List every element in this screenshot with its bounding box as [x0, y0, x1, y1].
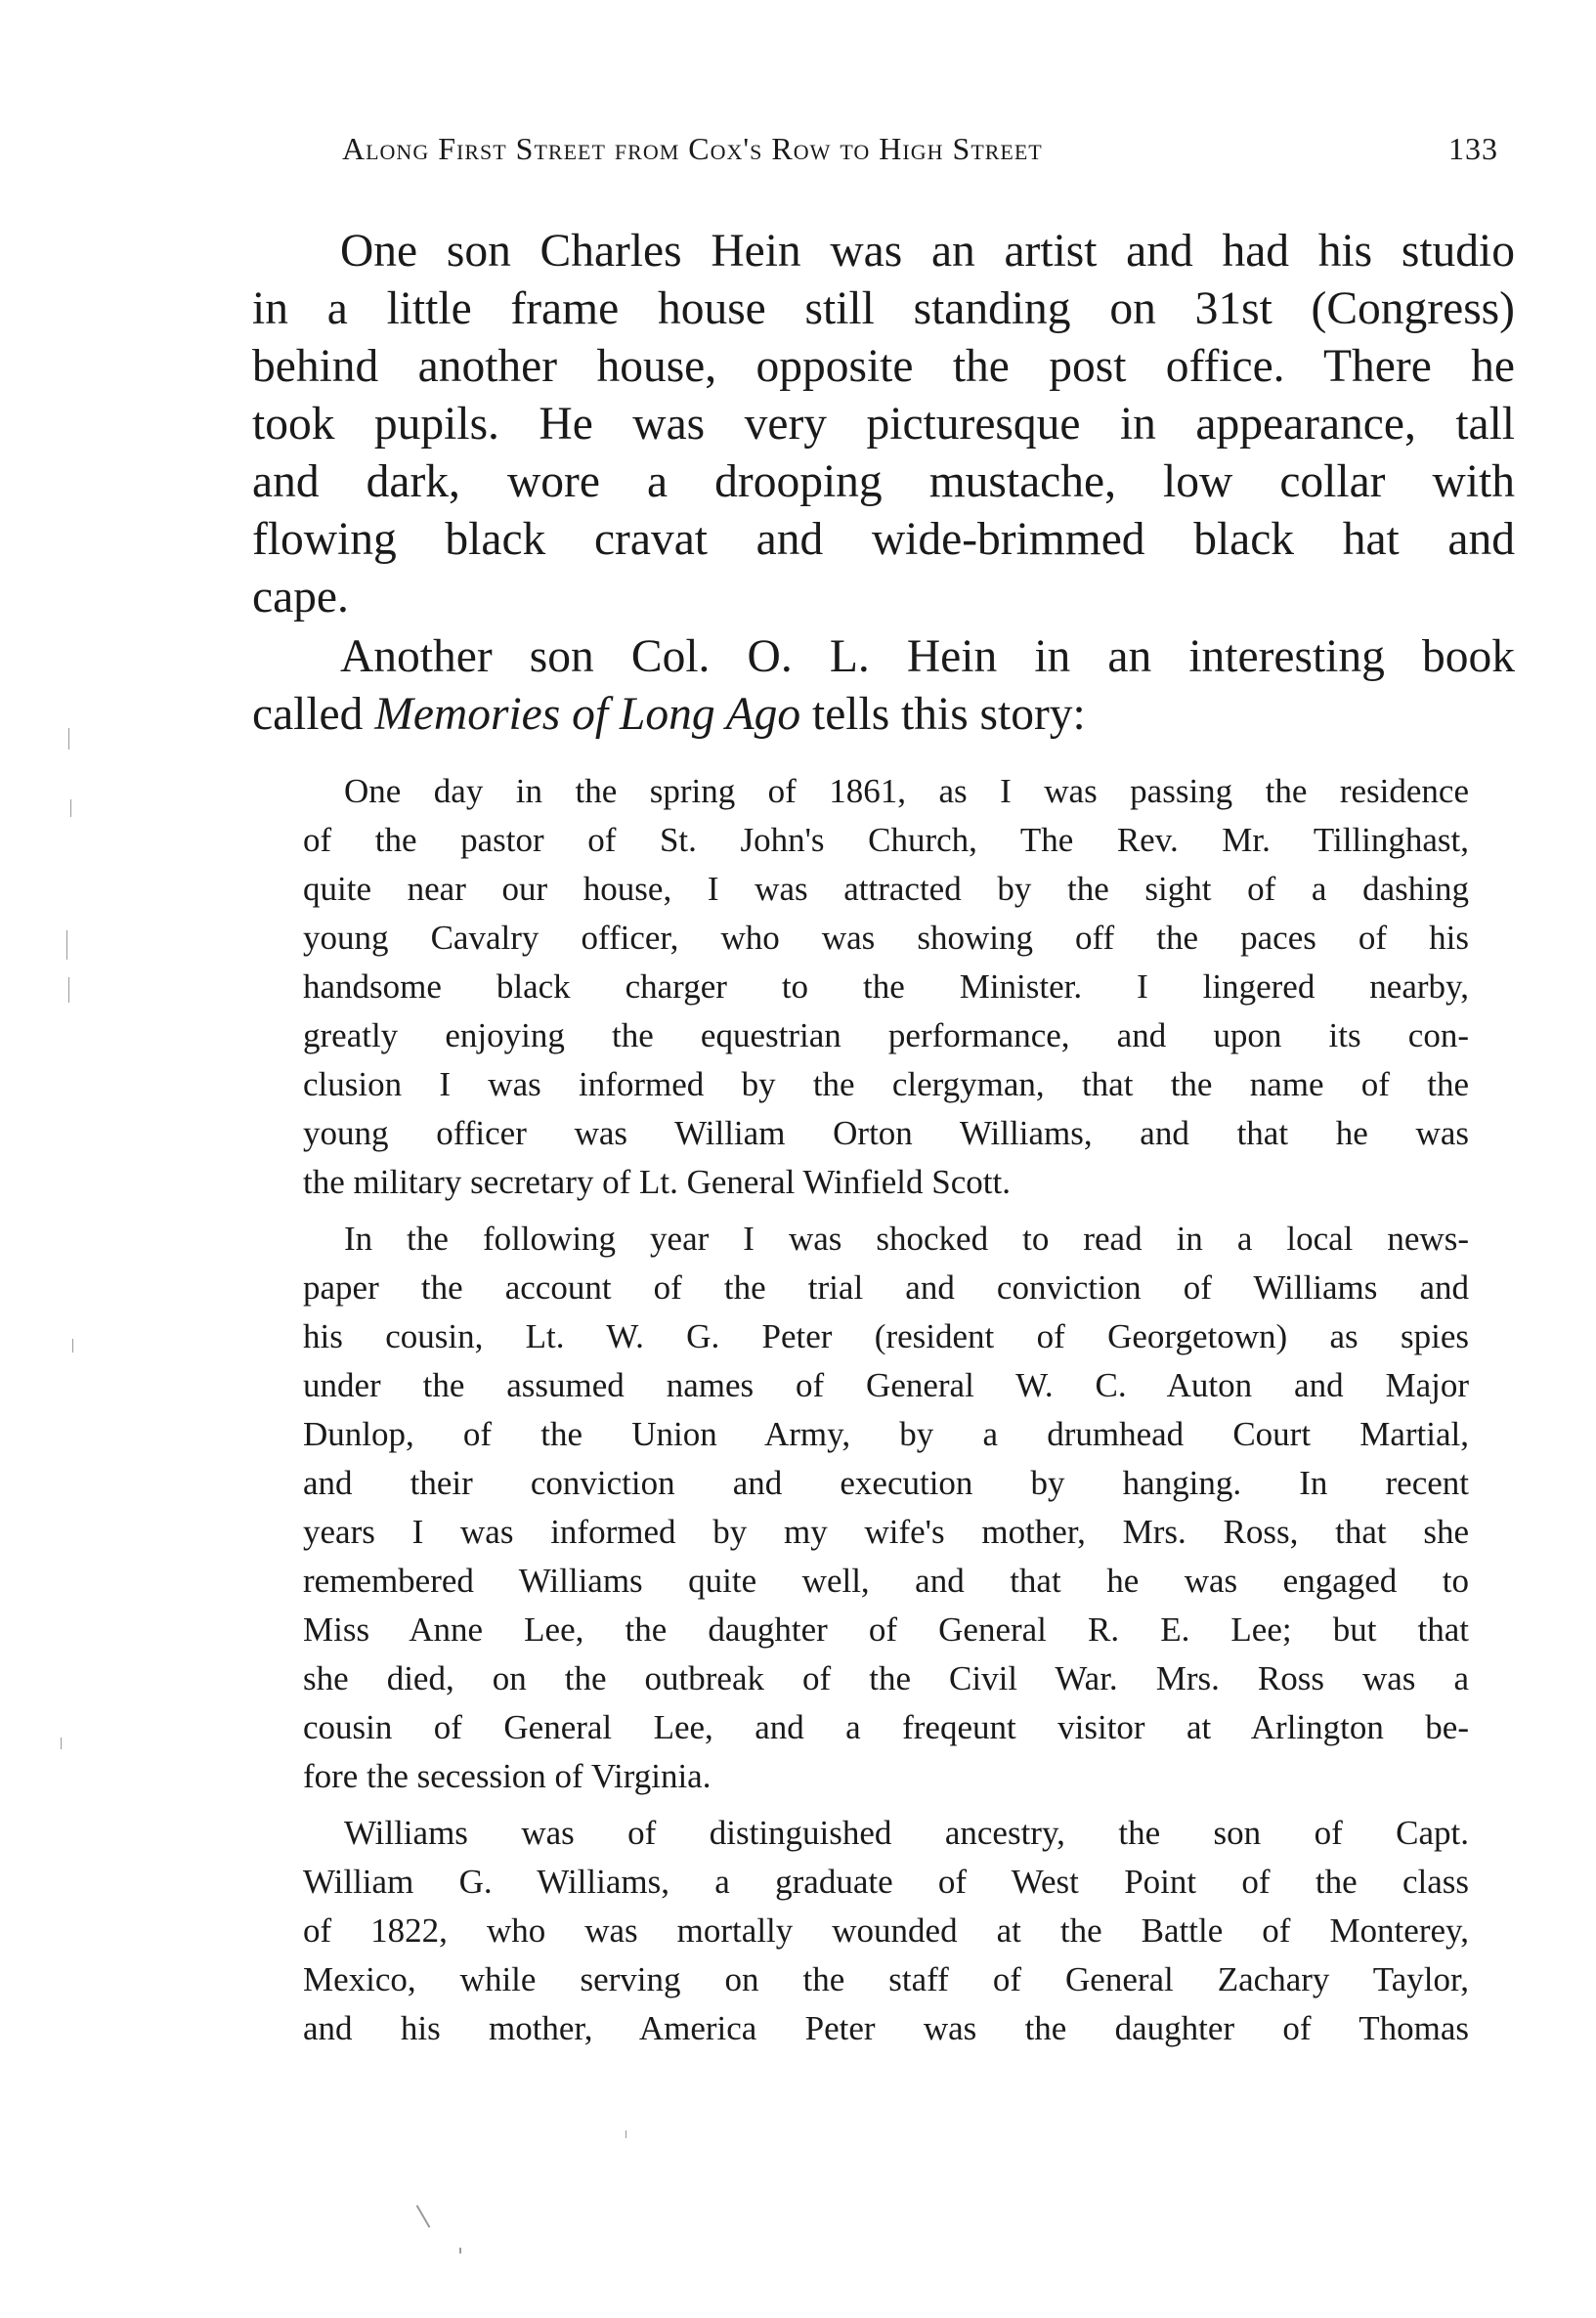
quote-line: Dunlop, of the Union Army, by a drumhead Court Martial, — [303, 1415, 1469, 1453]
quote-line: years I was informed by my wife's mother, Mrs. Ross, that she — [303, 1513, 1469, 1551]
text-line: One son Charles Hein was an artist and had his studio — [340, 226, 1515, 277]
text-line: behind another house, opposite the post office. There he — [252, 341, 1515, 392]
block-quote-paragraph-1 — [303, 767, 1469, 1207]
quote-line: paper the account of the trial and conviction of Williams and — [303, 1268, 1469, 1307]
quote-line: his cousin, Lt. W. G. Peter (resident of Georgetown) as spies — [303, 1317, 1469, 1355]
quote-line: of 1822, who was mortally wounded at the Battle of Monterey, — [303, 1911, 1469, 1950]
quote-line: handsome black charger to the Minister. I lingered nearby, — [303, 967, 1469, 1006]
text-line: in a little frame house still standing on 31st (Congress) — [252, 283, 1515, 334]
quote-line: the military secretary of Lt. General Winfield Scott. — [303, 1163, 1011, 1201]
text-fragment: tells this story: — [800, 689, 1086, 740]
quote-line: In the following year I was shocked to read in a local news- — [344, 1220, 1469, 1258]
text-line: Another son Col. O. L. Hein in an interesting book — [340, 631, 1515, 682]
scan-mark — [66, 930, 67, 960]
quote-line: Miss Anne Lee, the daughter of General R. E. Lee; but that — [303, 1610, 1469, 1649]
scan-mark — [68, 728, 69, 750]
text-fragment: called — [252, 689, 375, 740]
block-quote-paragraph-2 — [303, 1215, 1469, 1801]
scan-mark — [459, 2248, 461, 2254]
text-line: and dark, wore a drooping mustache, low collar with — [252, 456, 1515, 507]
quote-line: young Cavalry officer, who was showing off the paces of his — [303, 919, 1469, 957]
text-line — [252, 686, 1515, 744]
running-title: Along First Street from Cox's Row to High Street — [342, 131, 1043, 166]
scan-mark — [416, 2205, 431, 2228]
quote-line: greatly enjoying the equestrian performance, and upon its con- — [303, 1016, 1469, 1054]
scan-mark — [68, 977, 69, 1003]
quote-line: she died, on the outbreak of the Civil War. Mrs. Ross was a — [303, 1659, 1469, 1697]
quote-line: cousin of General Lee, and a freqeunt visitor at Arlington be- — [303, 1708, 1469, 1746]
quote-line: under the assumed names of General W. C. Auton and Major — [303, 1366, 1469, 1404]
quote-line: William G. Williams, a graduate of West Point of the class — [303, 1863, 1469, 1901]
quote-line: quite near our house, I was attracted by the sight of a dashing — [303, 870, 1469, 908]
text-line: flowing black cravat and wide-brimmed black hat and — [252, 514, 1515, 565]
quote-line: of the pastor of St. John's Church, The Rev. Mr. Tillinghast, — [303, 821, 1469, 859]
paragraph-col-hein — [252, 628, 1515, 744]
quote-line: Mexico, while serving on the staff of General Zachary Taylor, — [303, 1960, 1469, 1998]
text-line: took pupils. He was very picturesque in appearance, tall — [252, 399, 1515, 450]
scan-mark — [61, 1738, 62, 1749]
quote-line: and their conviction and execution by hanging. In recent — [303, 1464, 1469, 1502]
quote-line: clusion I was informed by the clergyman, that the name of the — [303, 1065, 1469, 1103]
paragraph-charles-hein — [252, 223, 1515, 626]
quote-line: young officer was William Orton Williams, and that he was — [303, 1114, 1469, 1152]
book-title: Memories of Long Ago — [374, 689, 801, 740]
page-number: 133 — [1448, 131, 1498, 166]
block-quote-paragraph-3 — [303, 1809, 1469, 2053]
quote-line: fore the secession of Virginia. — [303, 1757, 712, 1795]
quote-line: Williams was of distinguished ancestry, the son of Capt. — [344, 1814, 1469, 1852]
running-header — [342, 131, 1498, 174]
scan-mark — [625, 2130, 626, 2138]
quote-line: and his mother, America Peter was the daughter of Thomas — [303, 2009, 1469, 2047]
text-line: cape. — [252, 572, 349, 622]
scan-mark — [70, 799, 71, 817]
scan-mark — [72, 1339, 73, 1352]
quote-line: remembered Williams quite well, and that he was engaged to — [303, 1562, 1469, 1600]
quote-line: One day in the spring of 1861, as I was passing the residence — [344, 772, 1469, 810]
